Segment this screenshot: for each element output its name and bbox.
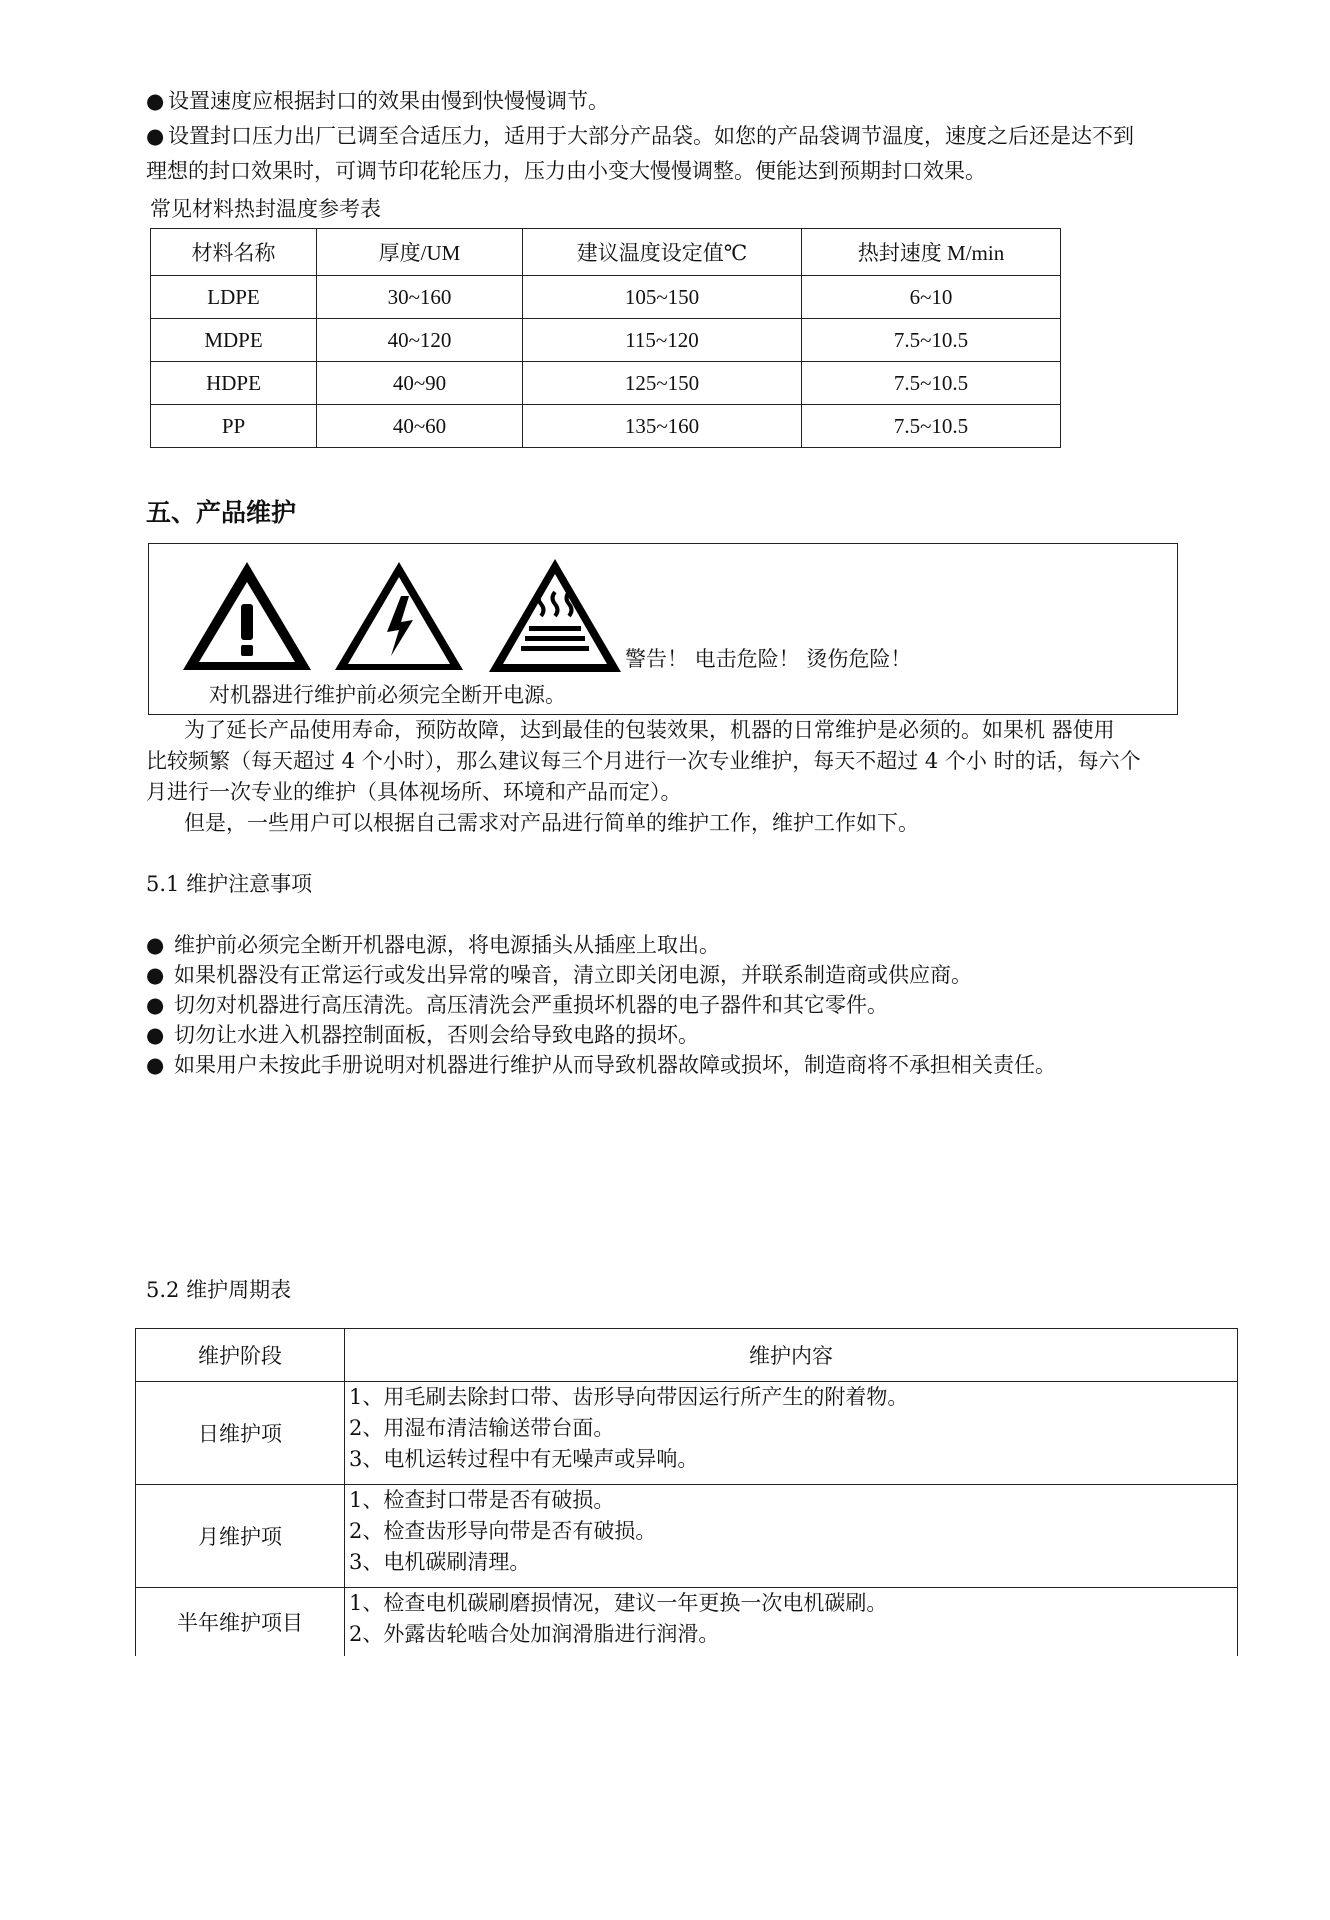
table-header-cell: 厚度/UM — [317, 229, 523, 276]
list-item: 1、检查封口带是否有破损。 — [349, 1488, 615, 1512]
list-item: 1、检查电机碳刷磨损情况，建议一年更换一次电机碳刷。 — [349, 1591, 888, 1615]
warning-label: 警告！ 电击危险！ 烫伤危险！ — [625, 647, 912, 671]
table-cell: 7.5~10.5 — [802, 362, 1061, 405]
table-row — [136, 1382, 1238, 1485]
table-row — [151, 276, 1061, 319]
material-temperature-table — [150, 228, 1061, 448]
stage-cell: 半年维护项目 — [136, 1588, 345, 1657]
hot-surface-warning-icon — [485, 554, 625, 679]
table-cell: 135~160 — [523, 405, 802, 448]
list-item: 3、电机运转过程中有无噪声或异响。 — [349, 1447, 699, 1471]
section-title: 五、产品维护 — [146, 498, 297, 527]
paragraph-line: 但是，一些用户可以根据自己需求对产品进行简单的维护工作，维护工作如下。 — [184, 811, 919, 835]
table-cell: 105~150 — [523, 276, 802, 319]
list-item: 2、外露齿轮啮合处加润滑脂进行润滑。 — [349, 1622, 720, 1646]
bullet-icon: ● — [146, 1023, 165, 1047]
table-cell: 6~10 — [802, 276, 1061, 319]
table-row — [151, 362, 1061, 405]
table-cell: 7.5~10.5 — [802, 319, 1061, 362]
list-item: 2、检查齿形导向带是否有破损。 — [349, 1519, 657, 1543]
table-header-cell: 维护阶段 — [136, 1329, 345, 1382]
table-row — [136, 1485, 1238, 1588]
table-header-cell: 热封速度 M/min — [802, 229, 1061, 276]
precaution-item: ● 维护前必须完全断开机器电源，将电源插头从插座上取出。 — [146, 930, 720, 960]
content-cell — [345, 1382, 1238, 1485]
general-warning-icon — [177, 554, 317, 679]
bullet-icon: ● — [146, 993, 165, 1017]
paragraph-line: 比较频繁（每天超过 4 个小时），那么建议每三个月进行一次专业维护，每天不超过 4 个小 时的话，每六个 — [146, 749, 1141, 773]
table-cell: 40~120 — [317, 319, 523, 362]
content-cell — [345, 1588, 1238, 1657]
stage-cell: 日维护项 — [136, 1382, 345, 1485]
list-item: 3、电机碳刷清理。 — [349, 1550, 531, 1574]
table-row — [136, 1588, 1238, 1657]
bullet-icon: ● — [146, 1053, 165, 1077]
subsection-title-5-2: 5.2 维护周期表 — [146, 1278, 292, 1302]
table-cell: 115~120 — [523, 319, 802, 362]
table-row — [151, 319, 1061, 362]
bullet-icon: ● — [146, 124, 165, 148]
warning-box — [148, 543, 1178, 715]
precaution-item: ● 如果机器没有正常运行或发出异常的噪音，清立即关闭电源，并联系制造商或供应商。 — [146, 960, 972, 990]
precaution-item: ● 切勿让水进入机器控制面板，否则会给导致电路的损坏。 — [146, 1020, 699, 1050]
bullet-icon: ● — [146, 933, 165, 957]
paragraph-line: 月进行一次专业的维护（具体视场所、环境和产品而定）。 — [146, 780, 682, 804]
table-cell: 40~90 — [317, 362, 523, 405]
intro-bullet-1: ● 设置速度应根据封口的效果由慢到快慢慢调节。 — [146, 86, 609, 116]
table-cell: 40~60 — [317, 405, 523, 448]
bullet-icon: ● — [146, 963, 165, 987]
intro-bullet-2: ● 设置封口压力出厂已调至合适压力，适用于大部分产品袋。如您的产品袋调节温度，速度之后还是达不到 — [146, 121, 1134, 151]
warning-note: 对机器进行维护前必须完全断开电源。 — [209, 683, 566, 707]
table-cell: PP — [151, 405, 317, 448]
table-header-cell: 建议温度设定值℃ — [523, 229, 802, 276]
precaution-item: ● 如果用户未按此手册说明对机器进行维护从而导致机器故障或损坏，制造商将不承担相关责任。 — [146, 1050, 1056, 1080]
table-header-row — [151, 229, 1061, 276]
table-cell: HDPE — [151, 362, 317, 405]
material-table-caption: 常见材料热封温度参考表 — [150, 197, 381, 221]
subsection-title-5-1: 5.1 维护注意事项 — [146, 872, 313, 896]
list-item: 2、用湿布清洁输送带台面。 — [349, 1416, 615, 1440]
table-row — [151, 405, 1061, 448]
table-cell: 125~150 — [523, 362, 802, 405]
bullet-icon: ● — [146, 89, 165, 113]
precaution-item: ● 切勿对机器进行高压清洗。高压清洗会严重损坏机器的电子器件和其它零件。 — [146, 990, 888, 1020]
table-cell: 7.5~10.5 — [802, 405, 1061, 448]
list-item: 1、用毛刷去除封口带、齿形导向带因运行所产生的附着物。 — [349, 1385, 909, 1409]
table-header-row — [136, 1329, 1238, 1382]
table-cell: 30~160 — [317, 276, 523, 319]
stage-cell: 月维护项 — [136, 1485, 345, 1588]
intro-bullet-2-continued: 理想的封口效果时，可调节印花轮压力，压力由小变大慢慢调整。便能达到预期封口效果。 — [146, 159, 986, 183]
content-cell — [345, 1485, 1238, 1588]
paragraph-line: 为了延长产品使用寿命，预防故障，达到最佳的包装效果，机器的日常维护是必须的。如果机 器使用 — [184, 718, 1115, 742]
electric-shock-warning-icon — [329, 554, 469, 679]
table-cell: LDPE — [151, 276, 317, 319]
table-header-cell: 维护内容 — [345, 1329, 1238, 1382]
maintenance-schedule-table — [135, 1328, 1238, 1656]
table-cell: MDPE — [151, 319, 317, 362]
table-header-cell: 材料名称 — [151, 229, 317, 276]
